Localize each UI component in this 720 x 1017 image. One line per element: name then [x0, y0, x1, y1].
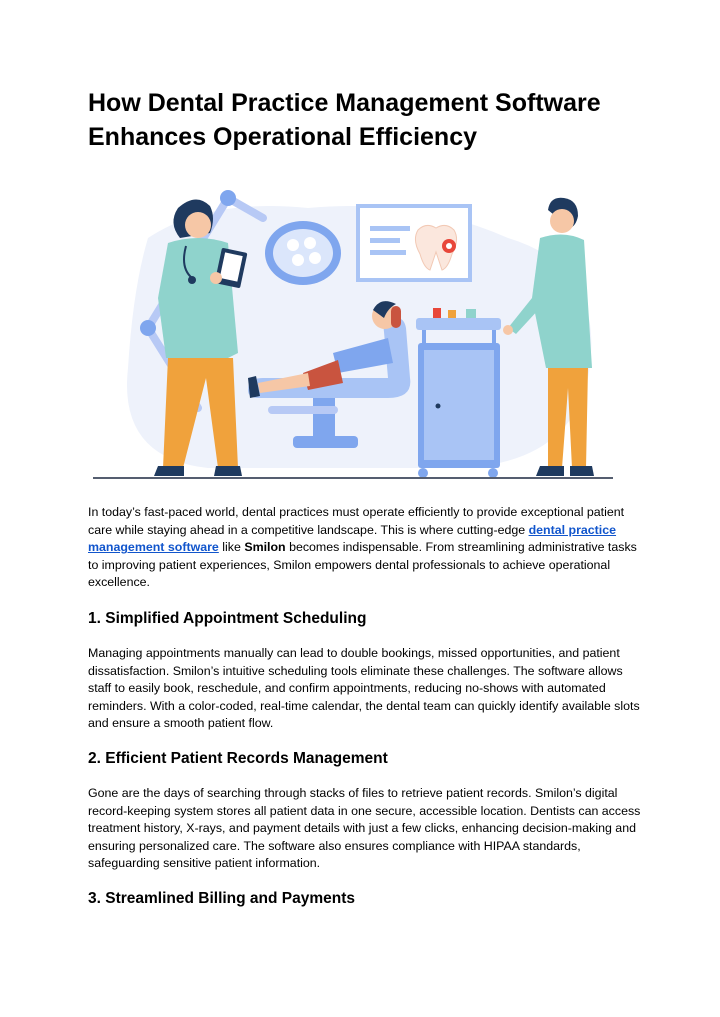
intro-text-start: In today’s fast-paced world, dental practices must operate efficiently to provide exceptional patient care while staying ahead in a competitive landscape. This is where cutting-edge: [88, 505, 625, 537]
xray-monitor-icon: [358, 206, 470, 280]
intro-text-between: like: [218, 540, 245, 555]
page-title: How Dental Practice Management Software Enhances Operational Efficiency: [88, 89, 601, 151]
section-3-heading: 3. Streamlined Billing and Payments: [88, 890, 356, 907]
software-link[interactable]: dental practice management software: [88, 522, 617, 555]
section-2-heading: 2. Efficient Patient Records Management: [88, 750, 388, 767]
section-2-body: Gone are the days of searching through stacks of files to retrieve patient records. Smilon’s digital record-keeping system stores all patient data in one secure, accessible location. Dentists can access treatment history, X-rays, and payment details with just a few clicks, enhancing decision-making and ensuring personalized care. The software also ensures compliance with HIPAA standards, safeguarding sensitive patient information.: [88, 786, 641, 871]
brand-name: Smilon: [244, 540, 286, 555]
section-1-heading: 1. Simplified Appointment Scheduling: [88, 610, 367, 627]
intro-paragraph: [88, 504, 648, 592]
intro-text-end: becomes indispensable. From streamlining administrative tasks to improving patient experiences, Smilon empowers dental professionals to achieve operational excellence.: [88, 540, 637, 590]
dental-clinic-illustration: [88, 178, 633, 483]
section-1-body: Managing appointments manually can lead to double bookings, missed opportunities, and patient dissatisfaction. Smilon’s intuitive scheduling tools eliminate these challenges. The software allows staff to easily book, reschedule, and confirm appointments, reducing no-shows with automated reminders. With a color-coded, real-time calendar, the dental team can quickly identify available slots and ensure a smooth patient flow.: [88, 646, 640, 731]
